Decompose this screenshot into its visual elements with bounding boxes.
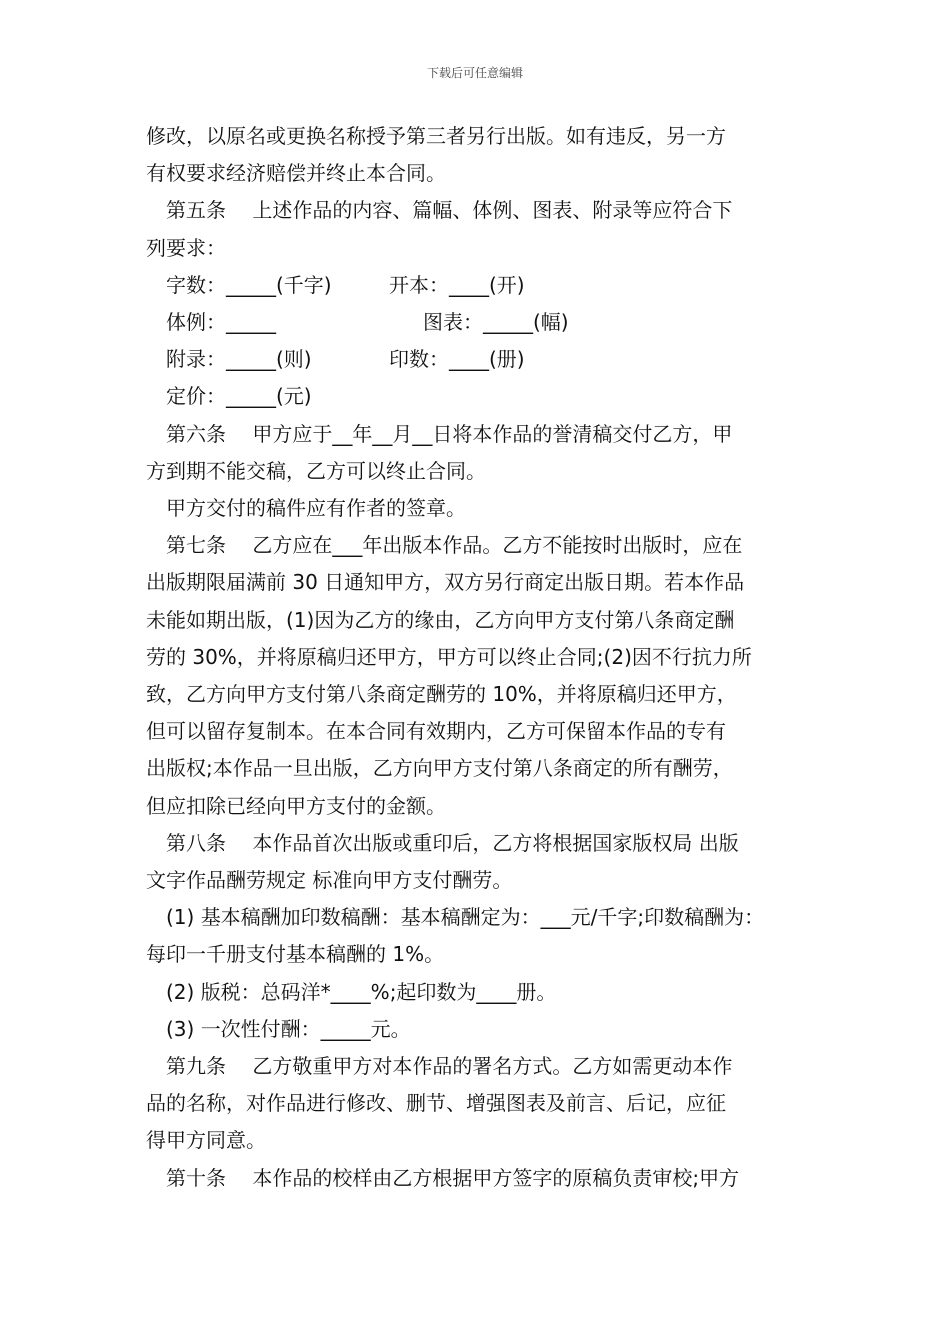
paragraph-line: 出版权;本作品一旦出版，乙方向甲方支付第八条商定的所有酬劳， <box>146 756 733 781</box>
page-header: 下载后可任意编辑 <box>426 66 523 80</box>
paragraph-line: 方到期不能交稿，乙方可以终止合同。 <box>146 458 486 483</box>
word-count-field: 字数：_____(千字) <box>166 272 332 297</box>
format-field: 开本：____(开) <box>389 272 525 297</box>
price-field: 定价：_____(元) <box>166 384 312 409</box>
payment-option-1: (1) 基本稿酬加印数稿酬：基本稿酬定为：___元/千字;印数稿酬为： <box>166 905 765 930</box>
paragraph-line: 得甲方同意。 <box>146 1128 266 1153</box>
paragraph-line: 有权要求经济赔偿并终止本合同。 <box>146 161 446 186</box>
paragraph-line: 文字作品酬劳规定 标准向甲方支付酬劳。 <box>146 868 513 893</box>
article-5-line: 第五条 上述作品的内容、篇幅、体例、图表、附录等应符合下 <box>166 198 733 223</box>
style-field: 体例：_____ <box>166 310 276 335</box>
field-row <box>146 267 810 304</box>
paragraph-line: 修改，以原名或更换名称授予第三者另行出版。如有违反，另一方 <box>146 124 726 148</box>
print-run-field: 印数：____(册) <box>389 347 525 372</box>
paragraph-line: 出版期限届满前 30 日通知甲方，双方另行商定出版日期。若本作品 <box>146 570 745 595</box>
field-row <box>146 304 810 341</box>
article-6-line: 第六条 甲方应于__年__月__日将本作品的誉清稿交付乙方，甲 <box>166 421 733 446</box>
charts-field: 图表：_____(幅) <box>423 310 569 335</box>
appendix-field: 附录：_____(则) <box>166 347 312 372</box>
paragraph-line: 甲方交付的稿件应有作者的签章。 <box>166 496 466 521</box>
paragraph-line: 未能如期出版，(1)因为乙方的缘由，乙方向甲方支付第八条商定酬 <box>146 607 735 632</box>
article-8-line: 第八条 本作品首次出版或重印后，乙方将根据国家版权局 出版 <box>166 830 739 855</box>
paragraph-line: 致，乙方向甲方支付第八条商定酬劳的 10%，并将原稿归还甲方， <box>146 682 737 707</box>
paragraph-line: 品的名称，对作品进行修改、删节、增强图表及前言、后记，应征 <box>146 1091 726 1116</box>
paragraph-line: 每印一千册支付基本稿酬的 1%。 <box>146 942 445 967</box>
payment-option-3: (3) 一次性付酬：_____元。 <box>166 1016 411 1041</box>
paragraph-line: 劳的 30%，并将原稿归还甲方，甲方可以终止合同;(2)因不行抗力所 <box>146 644 752 669</box>
payment-option-2: (2) 版税：总码洋*____%;起印数为____册。 <box>166 979 557 1004</box>
paragraph-line: 列要求： <box>146 235 226 260</box>
paragraph-line: 但应扣除已经向甲方支付的金额。 <box>146 793 446 818</box>
paragraph-line: 但可以留存复制本。在本合同有效期内，乙方可保留本作品的专有 <box>146 719 726 744</box>
document-body <box>146 118 810 1197</box>
article-7-line: 第七条 乙方应在___年出版本作品。乙方不能按时出版时，应在 <box>166 533 743 558</box>
article-9-line: 第九条 乙方敬重甲方对本作品的署名方式。乙方如需更动本作 <box>166 1054 733 1079</box>
article-10-line: 第十条 本作品的校样由乙方根据甲方签字的原稿负责审校;甲方 <box>166 1165 740 1190</box>
field-row <box>146 378 810 415</box>
field-row <box>146 341 810 378</box>
